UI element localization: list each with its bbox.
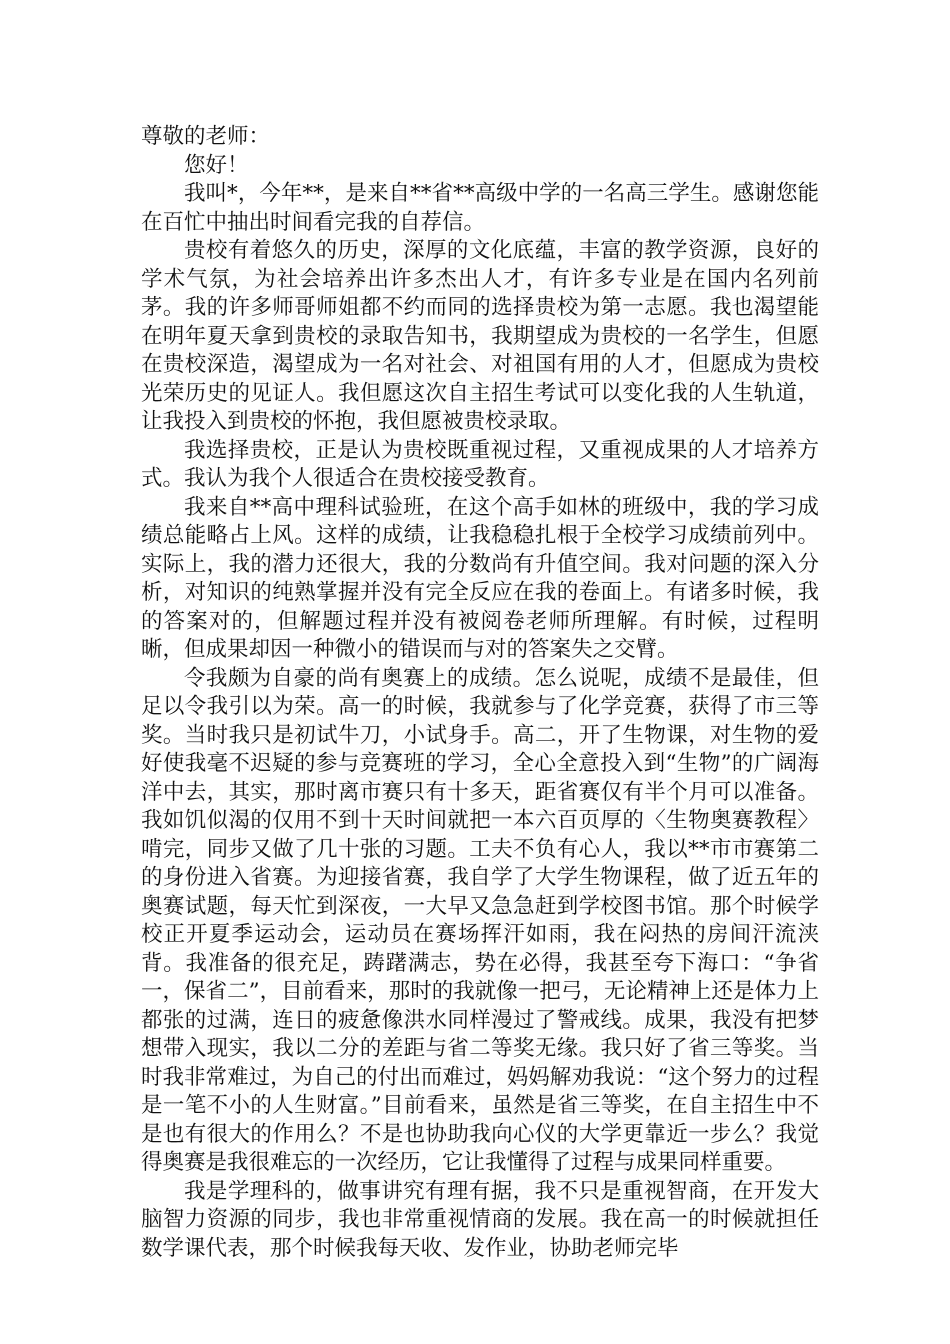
paragraph-choice-reason: 我选择贵校，正是认为贵校既重视过程，又重视成果的人才培养方式。我认为我个人很适合在贵校接受教育。 — [141, 437, 819, 491]
paragraph-school-praise: 贵校有着悠久的历史，深厚的文化底蕴，丰富的教学资源，良好的学术气氛，为社会培养出许多杰出人才，有许多专业是在国内名列前茅。我的许多师哥师姐都不约而同的选择贵校为第一志愿。我也渴望能在明年夏天拿到贵校的录取告知书，我期望成为贵校的一名学生，但愿在贵校深造，渴望成为一名对社会、对祖国有用的人才，但愿成为贵校光荣历史的见证人。我但愿这次自主招生考试可以变化我的人生轨道，让我投入到贵校的怀抱，我但愿被贵校录取。 — [141, 238, 819, 434]
paragraph-introduction: 我叫*，今年**，是来自**省**高级中学的一名高三学生。感谢您能在百忙中抽出时间看完我的自荐信。 — [141, 181, 819, 235]
letter-body — [141, 123, 819, 1263]
salutation: 尊敬的老师： — [141, 124, 271, 149]
paragraph-character: 我是学理科的，做事讲究有理有据，我不只是重视智商，在开发大脑智力资源的同步，我也非常重视情商的发展。我在高一的时候就担任数学课代表，那个时候我每天收、发作业，协助老师完毕 — [141, 1178, 819, 1261]
paragraph-olympiad: 令我颇为自豪的尚有奥赛上的成绩。怎么说呢，成绩不是最佳，但足以令我引以为荣。高一的时候，我就参与了化学竞赛，获得了市三等奖。当时我只是初试牛刀，小试身手。高二，开了生物课，对生物的爱好使我毫不迟疑的参与竞赛班的学习，全心全意投入到“生物”的广阔海洋中去，其实，那时离市赛只有十多天，距省赛仅有半个月可以准备。我如饥似渴的仅用不到十天时间就把一本六百页厚的〈生物奥赛教程〉啃完，同步又做了几十张的习题。工夫不负有心人，我以**市市赛第二的身份进入省赛。为迎接省赛，我自学了大学生物课程，做了近五年的奥赛试题，每天忙到深夜，一大早又急急赶到学校图书馆。那个时候学校正开夏季运动会，运动员在赛场挥汗如雨，我在闷热的房间汗流浃背。我准备的很充足，踌躇满志，势在必得，我甚至夸下海口：“争省一，保省二”，目前看来，那时的我就像一把弓，无论精神上还是体力上都张的过满，连日的疲惫像洪水同样漫过了警戒线。成果，我没有把梦想带入现实，我以二分的差距与省二等奖无缘。我只好了省三等奖。当时我非常难过，为自己的付出而难过，妈妈解劝我说：“这个努力的过程是一笔不小的人生财富。”目前看来，虽然是省三等奖，在自主招生中不是也有很大的作用么？不是也协助我向心仪的大学更靠近一步么？我觉得奥赛是我很难忘的一次经历，它让我懂得了过程与成果同样重要。 — [141, 665, 819, 1175]
paragraph-academic-record: 我来自**高中理科试验班，在这个高手如林的班级中，我的学习成绩总能略占上风。这样的成绩，让我稳稳扎根于全校学习成绩前列中。实际上，我的潜力还很大，我的分数尚有升值空间。我对问题的深入分析，对知识的纯熟掌握并没有完全反应在我的卷面上。有诸多时候，我的答案对的，但解题过程并没有被阅卷老师所理解。有时候，过程明晰，但成果却因一种微小的错误而与对的答案失之交臂。 — [141, 494, 819, 662]
greeting: 您好！ — [184, 152, 249, 178]
